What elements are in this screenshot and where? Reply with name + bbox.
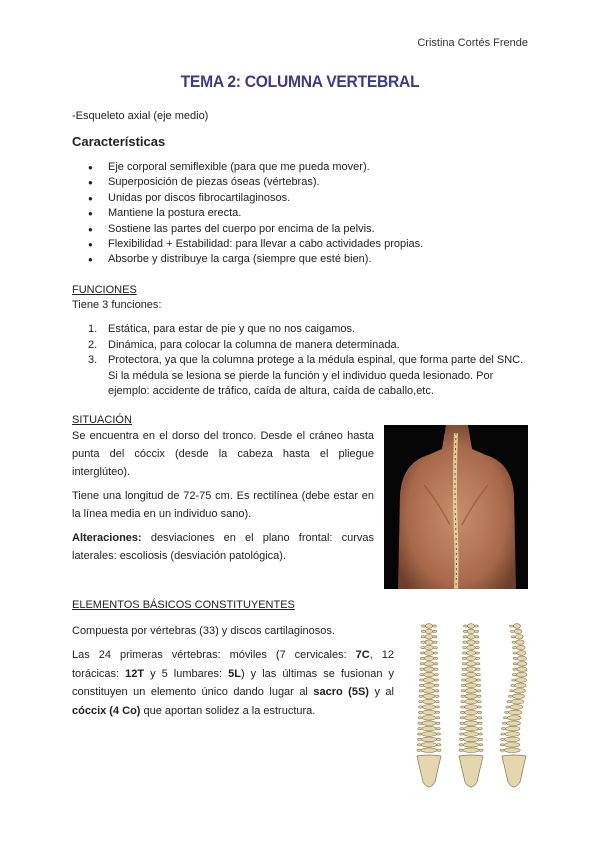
vertebra-shape <box>435 695 439 697</box>
vertebra-shape <box>464 721 478 726</box>
list-item <box>88 338 528 354</box>
vertebra-shape <box>517 656 526 661</box>
vertebra-shape <box>512 641 516 643</box>
vertebra-shape <box>460 711 464 713</box>
vertebra-shape <box>434 679 438 681</box>
vertebra-shape <box>478 728 482 730</box>
vertebra-shape <box>500 738 504 740</box>
text-span: y 5 lumbares: <box>144 667 229 680</box>
vertebra-shape <box>513 652 517 654</box>
elementos-paragraph-1: Compuesta por vértebras (33) y discos cartilaginosos. <box>72 625 335 637</box>
vertebra-shape <box>462 679 466 681</box>
vertebra-shape <box>461 701 465 703</box>
vertebra-shape <box>424 678 435 683</box>
vertebra-shape <box>515 635 523 640</box>
vertebra-shape <box>517 667 527 672</box>
author-name: Cristina Cortés Frende <box>417 37 528 49</box>
vertebra-shape <box>511 684 515 686</box>
vertebra-shape <box>421 743 437 748</box>
list-item: ● Sostiene las partes del cuerpo por encima de la pelvis. <box>88 222 423 237</box>
alteraciones-text: desviaciones en el plano frontal: curvas laterales: escoliosis (desviación patológica). <box>72 532 374 562</box>
item-number: 3. <box>88 354 98 367</box>
vertebra-shape <box>423 689 435 694</box>
vertebra-shape <box>513 647 517 649</box>
vertebra-shape <box>418 722 422 724</box>
vertebra-shape <box>511 636 515 638</box>
vertebra-shape <box>464 625 468 627</box>
vertebra-shape <box>419 690 423 692</box>
list-item: ● Absorbe y distribuye la carga (siempre que esté bien). <box>88 252 423 267</box>
vertebra-shape <box>463 630 467 632</box>
vertebra-shape <box>477 684 481 686</box>
vertebra-shape <box>479 749 483 751</box>
vertebra-shape <box>422 716 436 721</box>
vertebra-shape <box>500 749 504 751</box>
item-text: Dinámica, para colocar la columna de manera determinada. <box>108 338 400 351</box>
vertebra-shape <box>434 657 438 659</box>
vertebra-shape <box>464 732 479 737</box>
vertebra-shape <box>420 679 424 681</box>
vertebra-shape <box>433 636 437 638</box>
vertebra-shape <box>422 726 436 731</box>
vertebra-shape <box>463 748 479 753</box>
vertebra-shape <box>436 722 440 724</box>
vertebra-shape <box>517 662 527 667</box>
vertebra-shape <box>517 645 526 650</box>
vertebra-shape <box>514 624 521 629</box>
elementos-paragraph-2 <box>72 646 394 720</box>
vertebra-shape <box>505 711 509 713</box>
spine-illustrations <box>405 620 545 800</box>
vertebra-shape <box>514 629 521 634</box>
vertebra-shape <box>463 737 478 742</box>
vertebra-shape <box>434 663 438 665</box>
vertebra-shape <box>417 744 421 746</box>
vertebra-shape <box>419 706 423 708</box>
vertebra-shape <box>421 737 436 742</box>
vertebra-shape <box>421 748 437 753</box>
vertebra-shape <box>465 699 477 704</box>
vertebra-shape <box>425 640 433 645</box>
list-item <box>88 353 528 400</box>
vertebra-shape <box>513 668 517 670</box>
vertebra-shape <box>420 668 424 670</box>
vertebra-shape <box>433 641 437 643</box>
vertebra-shape <box>477 701 481 703</box>
vertebra-shape <box>504 737 519 742</box>
vertebra-shape <box>423 694 435 699</box>
item-number: 1. <box>88 323 98 335</box>
vertebra-shape <box>461 684 465 686</box>
text-span: ) y las últimas se fusionan y constituyen un elemento único dando lugar al <box>72 667 394 698</box>
vertebra-shape <box>421 652 425 654</box>
vertebra-shape <box>504 748 520 753</box>
vertebra-shape <box>422 625 426 627</box>
vertebra-shape <box>462 674 466 676</box>
vertebra-shape <box>436 717 440 719</box>
item-number: 2. <box>88 338 98 351</box>
vertebra-shape <box>464 726 478 731</box>
vertebra-shape <box>424 662 434 667</box>
vertebra-shape <box>422 721 436 726</box>
coccix-label: cóccix (4 Co) <box>72 704 141 717</box>
vertebra-shape <box>464 710 477 715</box>
vertebra-shape <box>417 738 421 740</box>
caracteristicas-list <box>88 160 423 268</box>
vertebra-shape <box>466 662 476 667</box>
toracicas-count: 12T <box>125 667 145 680</box>
vertebra-shape <box>506 721 520 726</box>
vertebra-shape <box>422 732 437 737</box>
vertebra-shape <box>424 656 433 661</box>
vertebra-shape <box>418 717 422 719</box>
text-span: , 12 torácicas: <box>72 649 394 680</box>
vertebra-shape <box>434 674 438 676</box>
vertebra-shape <box>478 722 482 724</box>
vertebra-shape <box>477 695 481 697</box>
vertebra-shape <box>505 732 520 737</box>
vertebra-shape <box>433 625 437 627</box>
vertebra-shape <box>425 629 432 634</box>
vertebra-shape <box>423 699 435 704</box>
page-title: TEMA 2: COLUMNA VERTEBRAL <box>180 72 420 91</box>
vertebra-shape <box>435 684 439 686</box>
vertebra-shape <box>420 674 424 676</box>
vertebra-shape <box>421 630 425 632</box>
intro-text: -Esqueleto axial (eje medio) <box>72 110 209 122</box>
vertebra-shape <box>475 641 479 643</box>
vertebra-shape <box>513 663 517 665</box>
vertebra-shape <box>425 635 433 640</box>
vertebra-shape <box>433 647 437 649</box>
vertebra-shape <box>420 663 424 665</box>
vertebra-shape <box>478 717 482 719</box>
vertebra-shape <box>423 705 436 710</box>
vertebra-shape <box>476 674 480 676</box>
vertebra-shape <box>420 657 424 659</box>
vertebra-shape <box>476 668 480 670</box>
elementos-heading: ELEMENTOS BÁSICOS CONSTITUYENTES <box>72 599 295 611</box>
vertebra-shape <box>466 667 476 672</box>
vertebra-shape <box>435 690 439 692</box>
vertebra-shape <box>418 728 422 730</box>
vertebra-shape <box>435 706 439 708</box>
situacion-paragraph-1: Se encuentra en el dorso del tronco. Desde el cráneo hasta punta del cóccix (desde la cabeza hasta el pliegue interglúteo). <box>72 430 374 478</box>
text-span: Las 24 primeras vértebras: móviles (7 cervicales: <box>72 649 356 661</box>
vertebra-shape <box>459 744 463 746</box>
vertebra-shape <box>421 641 425 643</box>
lumbares-count: 5L <box>228 667 241 680</box>
back-photo <box>384 425 528 589</box>
list-item: ● Superposición de piezas óseas (vértebras). <box>88 175 423 190</box>
vertebra-shape <box>515 683 526 688</box>
vertebra-shape <box>475 647 479 649</box>
vertebra-shape <box>461 706 465 708</box>
funciones-intro: Tiene 3 funciones: <box>72 299 162 311</box>
situacion-heading: SITUACIÓN <box>72 414 132 426</box>
vertebra-shape <box>514 689 526 694</box>
vertebra-shape <box>476 657 480 659</box>
vertebra-shape <box>476 679 480 681</box>
vertebra-shape <box>510 690 514 692</box>
vertebra-shape <box>513 657 517 659</box>
funciones-heading: FUNCIONES <box>72 284 137 296</box>
vertebra-shape <box>419 695 423 697</box>
vertebra-shape <box>502 728 506 730</box>
vertebra-shape <box>510 625 514 627</box>
vertebra-shape <box>460 728 464 730</box>
sacrum-shape <box>502 755 526 787</box>
vertebra-shape <box>504 743 520 748</box>
vertebra-shape <box>475 652 479 654</box>
vertebra-shape <box>475 630 479 632</box>
vertebra-shape <box>461 690 465 692</box>
vertebra-shape <box>437 749 441 751</box>
vertebra-shape <box>460 733 464 735</box>
vertebra-shape <box>479 738 483 740</box>
vertebra-shape <box>417 749 421 751</box>
vertebra-shape <box>423 683 434 688</box>
vertebra-shape <box>467 651 476 656</box>
vertebra-shape <box>500 744 504 746</box>
vertebra-shape <box>465 694 477 699</box>
vertebra-shape <box>465 705 478 710</box>
vertebra-shape <box>511 699 523 704</box>
vertebra-shape <box>468 624 475 629</box>
vertebra-shape <box>512 694 524 699</box>
funciones-list <box>88 322 528 400</box>
vertebra-shape <box>436 733 440 735</box>
list-item: ● Unidas por discos fibrocartilaginosos. <box>88 191 423 206</box>
vertebra-shape <box>459 738 463 740</box>
vertebra-shape <box>435 701 439 703</box>
text-span: y al <box>368 686 394 698</box>
vertebra-shape <box>460 722 464 724</box>
situacion-paragraph-2: Tiene una longitud de 72-75 cm. Es rectilínea (debe estar en la línea media en un individuo sano). <box>72 490 374 520</box>
vertebra-shape <box>426 624 433 629</box>
item-text: Protectora, ya que la columna protege a la médula espinal, que forma parte del SNC. Si la médula se lesiona se pierde la función y el individuo queda lesionado. Por ejemplo: accidente de tráfico, caída de altura, caída de caballo,etc. <box>108 354 524 398</box>
vertebra-shape <box>424 672 435 677</box>
item-text: Estática, para estar de pie y que no nos caigamos. <box>108 323 356 335</box>
vertebra-shape <box>466 672 477 677</box>
list-item: ● Mantiene la postura erecta. <box>88 206 423 221</box>
vertebra-shape <box>463 641 467 643</box>
vertebra-shape <box>436 728 440 730</box>
vertebra-shape <box>421 636 425 638</box>
vertebra-shape <box>502 722 506 724</box>
vertebra-shape <box>475 625 479 627</box>
vertebra-shape <box>418 733 422 735</box>
vertebra-shape <box>424 667 434 672</box>
vertebra-shape <box>501 733 505 735</box>
list-item: ● Eje corporal semiflexible (para que me pueda mover). <box>88 160 423 175</box>
vertebra-shape <box>433 652 437 654</box>
vertebra-shape <box>510 630 514 632</box>
vertebra-shape <box>509 710 522 715</box>
vertebra-shape <box>463 647 467 649</box>
vertebra-shape <box>463 743 479 748</box>
vertebra-shape <box>463 652 467 654</box>
list-item <box>88 322 528 338</box>
vertebra-shape <box>434 668 438 670</box>
vertebra-shape <box>478 733 482 735</box>
vertebra-shape <box>464 716 478 721</box>
vertebra-shape <box>467 629 474 634</box>
vertebra-shape <box>418 711 422 713</box>
vertebra-shape <box>463 636 467 638</box>
vertebra-shape <box>462 668 466 670</box>
vertebra-shape <box>507 716 521 721</box>
vertebra-shape <box>459 749 463 751</box>
vertebra-shape <box>462 657 466 659</box>
vertebra-shape <box>508 695 512 697</box>
vertebra-shape <box>467 635 475 640</box>
vertebra-shape <box>466 656 475 661</box>
vertebra-shape <box>510 705 523 710</box>
vertebra-shape <box>460 717 464 719</box>
vertebra-shape <box>517 651 526 656</box>
vertebra-shape <box>467 640 475 645</box>
vertebra-shape <box>512 674 516 676</box>
situacion-paragraph-3 <box>72 529 374 565</box>
sacrum-shape <box>417 755 441 787</box>
vertebra-shape <box>421 647 425 649</box>
vertebra-shape <box>506 706 510 708</box>
text-span: que aportan solidez a la estructura. <box>140 704 316 717</box>
vertebra-shape <box>506 726 520 731</box>
vertebra-shape <box>437 744 441 746</box>
list-item: ● Flexibilidad + Estabilidad: para llevar a cabo actividades propias. <box>88 237 423 252</box>
vertebra-shape <box>461 695 465 697</box>
vertebra-shape <box>466 678 477 683</box>
vertebra-shape <box>476 663 480 665</box>
vertebra-shape <box>478 711 482 713</box>
vertebra-shape <box>465 689 477 694</box>
vertebra-shape <box>477 690 481 692</box>
vertebra-shape <box>419 684 423 686</box>
vertebra-shape <box>465 683 476 688</box>
vertebra-shape <box>467 645 476 650</box>
vertebra-shape <box>516 672 527 677</box>
vertebra-shape <box>436 711 440 713</box>
vertebra-shape <box>512 679 516 681</box>
caracteristicas-heading: Características <box>72 134 166 149</box>
vertebra-shape <box>479 744 483 746</box>
vertebra-shape <box>507 701 511 703</box>
vertebra-shape <box>425 645 434 650</box>
vertebra-shape <box>425 651 434 656</box>
vertebra-shape <box>516 678 527 683</box>
vertebra-shape <box>437 738 441 740</box>
vertebra-shape <box>475 636 479 638</box>
sacro-label: sacro (5S) <box>313 686 369 698</box>
alteraciones-label: Alteraciones: <box>72 532 142 544</box>
vertebra-shape <box>462 663 466 665</box>
vertebra-shape <box>477 706 481 708</box>
vertebra-shape <box>503 717 507 719</box>
vertebra-shape <box>433 630 437 632</box>
vertebra-shape <box>422 710 435 715</box>
vertebra-shape <box>516 640 524 645</box>
cervicales-count: 7C <box>355 649 370 661</box>
sacrum-shape <box>459 755 483 787</box>
vertebra-shape <box>419 701 423 703</box>
